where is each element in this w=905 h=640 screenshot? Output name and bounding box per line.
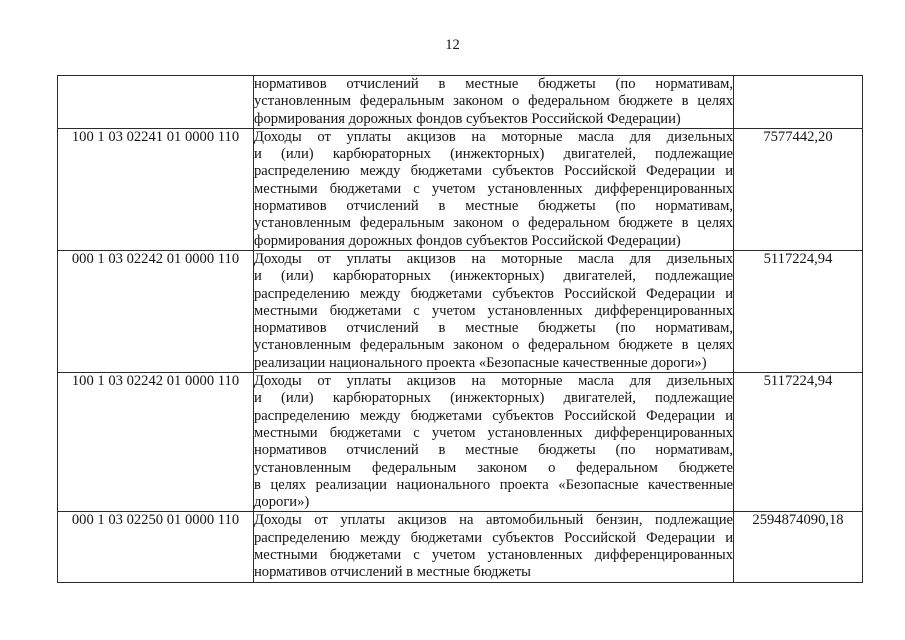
description-line: нормативов отчислений в местные бюджеты (по нормативам,: [254, 76, 733, 92]
description-line: нормативов отчислений в местные бюджеты (по нормативам,: [254, 198, 733, 215]
description-line: местными бюджетами с учетом установленных дифференцированных: [254, 302, 733, 319]
table-row: [58, 250, 863, 372]
amount-cell: 5117224,94: [734, 250, 863, 372]
description-cell: [254, 250, 734, 372]
description-line: местными бюджетами с учетом установленных дифференцированных: [254, 547, 733, 564]
description-line: установленным федеральным законом о федеральном бюджете в целях: [254, 93, 733, 110]
description-line: и (или) карбюраторных (инжекторных) двигателей, подлежащие: [254, 146, 733, 163]
description-line: местными бюджетами с учетом установленных дифференцированных: [254, 424, 733, 441]
description-line: в целях реализации национального проекта «Безопасные качественные: [254, 476, 733, 493]
description-cell: [254, 373, 734, 512]
table-row: [58, 512, 863, 582]
description-line: установленным федеральным законом о федеральном бюджете в целях: [254, 337, 733, 354]
amount-cell: [734, 76, 863, 129]
table-row: [58, 76, 863, 129]
description-line: распределению между бюджетами субъектов Российской Федерации и: [254, 285, 733, 302]
description-line: нормативов отчислений в местные бюджеты (по нормативам,: [254, 442, 733, 459]
table-row: [58, 128, 863, 250]
description-line: Доходы от уплаты акцизов на моторные масла для дизельных: [254, 373, 733, 390]
description-line: формирования дорожных фондов субъектов Российской Федерации): [254, 232, 681, 249]
amount-cell: 5117224,94: [734, 373, 863, 512]
code-cell: 000 1 03 02242 01 0000 110: [58, 250, 254, 372]
description-line: Доходы от уплаты акцизов на автомобильный бензин, подлежащие: [254, 512, 733, 529]
description-cell: [254, 512, 734, 582]
code-cell: [58, 76, 254, 129]
description-cell: [254, 76, 734, 129]
description-line: распределению между бюджетами субъектов Российской Федерации и: [254, 163, 733, 180]
description-line: Доходы от уплаты акцизов на моторные масла для дизельных: [254, 128, 733, 145]
table-row: [58, 373, 863, 512]
description-line: нормативов отчислений в местные бюджеты: [254, 564, 531, 581]
page-number: 12: [445, 37, 460, 53]
description-line: и (или) карбюраторных (инжекторных) двигателей, подлежащие: [254, 390, 733, 407]
description-line: реализации национального проекта «Безопасные качественные дороги»): [254, 354, 707, 371]
description-cell: [254, 128, 734, 250]
description-line: местными бюджетами с учетом установленных дифференцированных: [254, 180, 733, 197]
description-line: распределению между бюджетами субъектов Российской Федерации и: [254, 407, 733, 424]
code-cell: 100 1 03 02242 01 0000 110: [58, 373, 254, 512]
code-cell: 100 1 03 02241 01 0000 110: [58, 128, 254, 250]
description-line: установленным федеральным законом о федеральном бюджете в целях: [254, 215, 733, 232]
amount-cell: 2594874090,18: [734, 512, 863, 582]
description-line: распределению между бюджетами субъектов Российской Федерации и: [254, 529, 733, 546]
description-line: дороги»): [254, 494, 310, 511]
description-line: формирования дорожных фондов субъектов Российской Федерации): [254, 110, 681, 127]
description-line: нормативов отчислений в местные бюджеты (по нормативам,: [254, 320, 733, 337]
budget-table: [57, 75, 863, 583]
code-cell: 000 1 03 02250 01 0000 110: [58, 512, 254, 582]
description-line: установленным федеральным законом о федеральном бюджете: [254, 459, 733, 476]
description-line: и (или) карбюраторных (инжекторных) двигателей, подлежащие: [254, 268, 733, 285]
description-line: Доходы от уплаты акцизов на моторные масла для дизельных: [254, 250, 733, 267]
amount-cell: 7577442,20: [734, 128, 863, 250]
